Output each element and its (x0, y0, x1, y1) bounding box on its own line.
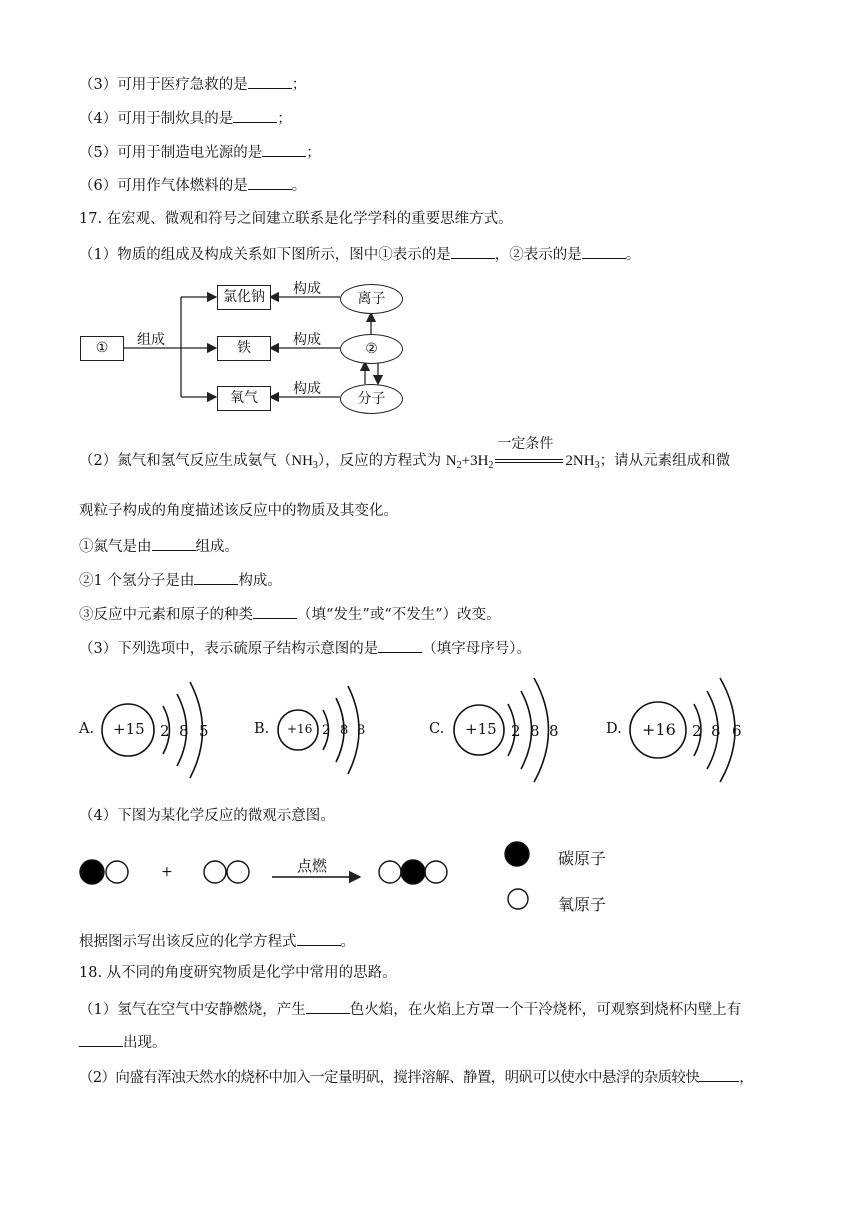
shell-count: 2 (322, 723, 331, 738)
oxygen-box: 氧气 (217, 386, 271, 411)
answer-blank[interactable] (306, 998, 350, 1014)
answer-blank[interactable] (194, 569, 238, 585)
q16-item-3: （3）可用于医疗急救的是 ； (79, 73, 306, 95)
answer-blank[interactable] (152, 535, 196, 551)
shell-count: 2 (692, 722, 702, 740)
formula-nh3: $NH_3$ (291, 453, 318, 471)
substance-box: ① (80, 336, 124, 361)
q17-part-4-question: 根据图示写出该反应的化学方程式 。 (79, 930, 355, 952)
nucleus-charge: +16 (642, 720, 676, 739)
molecule-ellipse: 分子 (340, 384, 403, 414)
q16-item-4: （4）可用于制炊具的是 ； (79, 107, 292, 129)
diagram-connectors (0, 0, 860, 430)
shell-count: 8 (711, 722, 721, 740)
q17-part-2-cont: 观粒子构成的角度描述该反应中的物质及其变化。 (79, 503, 398, 519)
q16-item-6: （6）可用作气体燃料的是 。 (79, 174, 306, 196)
q17-part-3: （3）下列选项中，表示硫原子结构示意图的是 （填字母序号）。 (79, 637, 531, 659)
shell-count: 8 (340, 723, 349, 738)
particle-ellipse: ② (340, 334, 403, 364)
answer-blank[interactable] (378, 637, 422, 653)
iron-box: 铁 (217, 336, 271, 361)
compose-label: 组成 (137, 332, 165, 348)
build-label: 构成 (293, 332, 321, 348)
q17-sub-3: ③反应中元素和原子的种类 （填“发生”或“不发生”）改变。 (79, 603, 501, 625)
q18-part-2: （2）向盛有浑浊天然水的烧杯中加入一定量明矾，搅拌溶解、静置，明矾可以使水中悬浮的杂质较快 ， (79, 1066, 753, 1088)
nucleus-charge: +15 (465, 720, 497, 738)
answer-blank[interactable] (699, 1066, 739, 1082)
shell-count: 2 (160, 722, 170, 740)
q17-part-2: （2）氮气和氢气反应生成氨气$(NH_3)$，反应的方程式为 $N_2+3H_2$ 一定条件 $2NH_3$；请从元素组成和微 (79, 436, 731, 471)
shell-count: 8 (549, 722, 559, 740)
option-b-label[interactable]: B. (254, 721, 270, 737)
shell-count: 8 (357, 723, 366, 738)
q17-sub-2: ②1 个氢分子是由 构成。 (79, 569, 282, 591)
q18-part-1-cont: 出现。 (79, 1031, 167, 1053)
shell-count: 6 (732, 722, 742, 740)
q17-part-4: （4）下图为某化学反应的微观示意图。 (79, 808, 335, 824)
atom-options (0, 660, 860, 790)
plus-sign: + (161, 864, 173, 880)
option-a-label[interactable]: A. (79, 721, 95, 737)
option-c-label[interactable]: C. (429, 721, 445, 737)
nucleus-charge: +16 (287, 722, 313, 736)
q17-part-1: （1）物质的组成及构成关系如下图所示，图中①表示的是 ，②表示的是 。 (79, 243, 640, 265)
shell-count: 5 (199, 722, 209, 740)
answer-blank[interactable] (297, 930, 341, 946)
legend-carbon: 碳原子 (558, 849, 607, 868)
answer-blank[interactable] (79, 1031, 123, 1047)
legend-oxygen: 氧原子 (558, 895, 607, 914)
q17-stem: 17. 在宏观、微观和符号之间建立联系是化学学科的重要思维方式。 (79, 211, 513, 227)
condition-equals: 一定条件 (493, 451, 565, 471)
q18-stem: 18. 从不同的角度研究物质是化学中常用的思路。 (79, 965, 397, 981)
shell-count: 8 (530, 722, 540, 740)
q16-item-5: （5）可用于制造电光源的是 ； (79, 141, 321, 163)
answer-blank[interactable] (253, 603, 297, 619)
composition-diagram (0, 0, 860, 430)
sodium-chloride-box: 氯化钠 (217, 285, 271, 310)
ignite-label: 点燃 (297, 857, 328, 875)
q18-part-1: （1）氢气在空气中安静燃烧，产生 色火焰，在火焰上方罩一个干冷烧杯，可观察到烧杯内壁上有 (79, 998, 741, 1020)
option-d-label[interactable]: D. (606, 721, 622, 737)
molecule-drawings (0, 835, 860, 925)
shell-count: 2 (511, 722, 521, 740)
build-label: 构成 (293, 281, 321, 297)
build-label: 构成 (293, 381, 321, 397)
reaction-equation: $N_2+3H_2$ (445, 453, 494, 471)
ion-ellipse: 离子 (340, 284, 403, 314)
micro-reaction-diagram (0, 835, 860, 925)
nucleus-charge: +15 (113, 720, 145, 738)
q17-sub-1: ①氮气是由 组成。 (79, 535, 239, 557)
shell-count: 8 (179, 722, 189, 740)
